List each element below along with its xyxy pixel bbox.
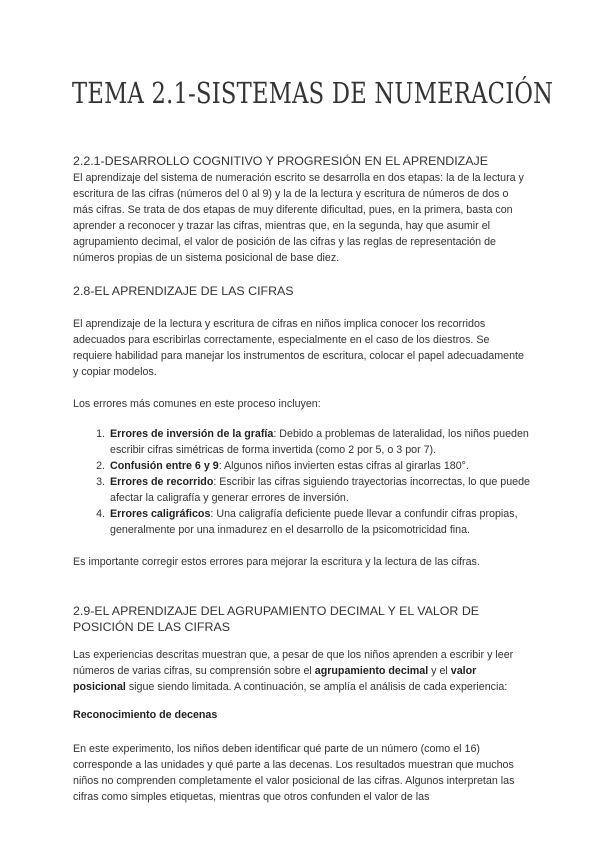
error-description: : Algunos niños invierten estas cifras al girarlas 180°. <box>218 460 469 472</box>
error-term: Errores de recorrido <box>110 476 214 488</box>
section-heading-2-9: 2.9-EL APRENDIZAJE DEL AGRUPAMIENTO DECIMAL Y EL VALOR DE POSICIÓN DE LAS CIFRAS <box>73 604 480 634</box>
section-2-8-conclusion: Es importante corregir estos errores para mejorar la escritura y la lectura de las cifras. <box>73 556 480 568</box>
error-term: Errores de inversión de la grafía <box>110 428 274 440</box>
document-body <box>73 153 531 805</box>
errors-list <box>73 426 531 538</box>
section-2-9-intro <box>73 647 531 695</box>
error-description: : Debido a problemas de lateralidad, los niños pueden escribir cifras simétricas de forma invertida (como 2 por 5, o 3 por 7). <box>110 428 529 456</box>
error-description: : Escribir las cifras siguiendo trayectorias incorrectas, lo que puede afectar la caligrafía y generar errores de inversión. <box>110 476 530 504</box>
list-item <box>108 426 531 458</box>
intro-text: y el <box>428 665 451 677</box>
subheading-text: Reconocimiento de decenas <box>73 709 218 721</box>
section-heading-2-8: 2.8-EL APRENDIZAJE DE LAS CIFRAS <box>73 284 294 298</box>
subheading-reconocimiento-decenas <box>73 707 531 723</box>
error-term: Errores caligráficos <box>110 508 211 520</box>
list-item <box>108 506 531 538</box>
section-2-2-1-paragraph: El aprendizaje del sistema de numeración escrito se desarrolla en dos etapas: la de la lectura y escritura de las cifras (números del 0 al 9) y la de la lectura y escritura de números de dos o más cifras. Se trata de dos etapas de muy diferente dificultad, pues, en la primera, basta con aprender a reconocer y trazar las cifras, mientras que, en la segunda, hay que asumir el agrupamiento decimal, el valor de posición de las cifras y las reglas de representación de números propias de un sistema posicional de base diez. <box>73 172 524 264</box>
section-2-8-intro: El aprendizaje de la lectura y escritura de cifras en niños implica conocer los recorridos adecuados para escribirlas correctamente, especialmente en el caso de los diestros. Se requiere habilidad para manejar los instrumentos de escritura, colocar el papel adecuadamente y copiar modelos. <box>73 318 524 378</box>
bold-term: agrupamiento decimal <box>314 665 429 677</box>
intro-text: Las experiencias descritas muestran que, a pesar de que los niños aprenden a escribir y leer números de varias cifras, su comprensión sobre el <box>73 649 514 677</box>
reconocimiento-paragraph: En este experimento, los niños deben identificar qué parte de un número (como el 16) corresponde a las unidades y qué parte a las decenas. Los resultados muestran que muchos niños no comprenden completamente el valor posicional de las cifras. Algunos interpretan las cifras como simples etiquetas, mientras que otros confunden el valor de las <box>73 743 515 803</box>
error-term: Confusión entre 6 y 9 <box>110 460 219 472</box>
page-title: TEMA 2.1-SISTEMAS DE NUMERACIÓN <box>72 76 554 110</box>
bold-term: valor posicional <box>73 665 477 693</box>
intro-text: sigue siendo limitada. A continuación, se amplía el análisis de cada experiencia: <box>125 681 508 693</box>
error-description: : Una caligrafía deficiente puede llevar a confundir cifras propias, generalmente por una inmadurez en el desarrollo de la psicomotricidad fina. <box>110 508 518 536</box>
list-item <box>108 458 531 474</box>
errors-intro: Los errores más comunes en este proceso incluyen: <box>73 398 321 410</box>
section-heading-2-2-1: 2.2.1-DESARROLLO COGNITIVO Y PROGRESIÓN EN EL APRENDIZAJE <box>73 154 488 168</box>
list-item <box>108 474 531 506</box>
